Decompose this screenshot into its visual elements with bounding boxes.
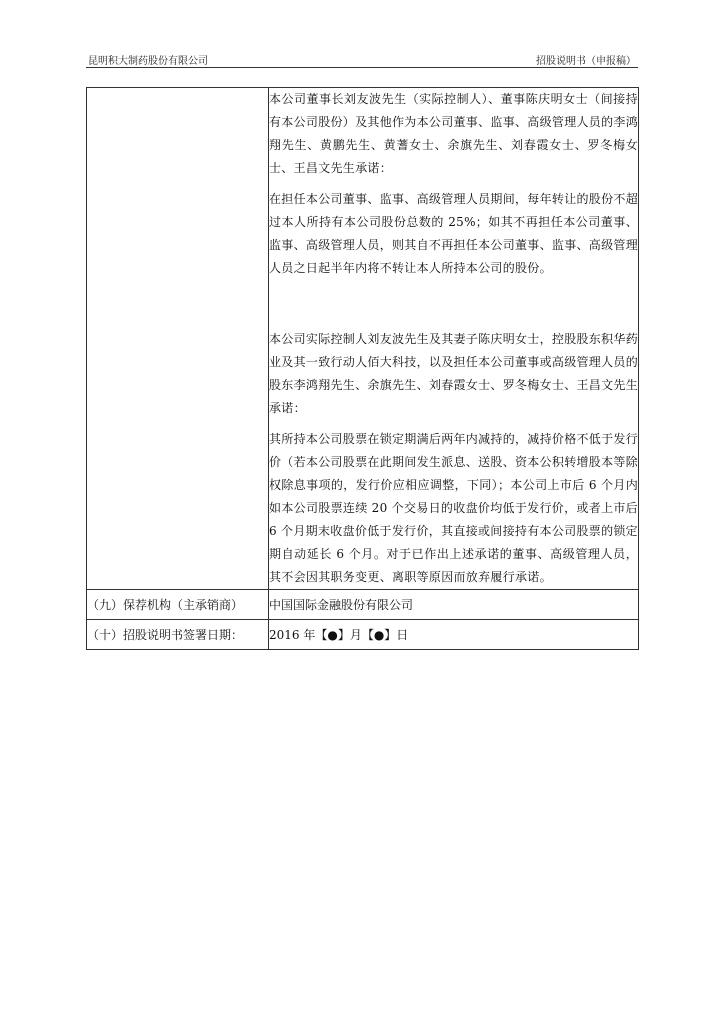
commitment-paragraph-2: 在担任本公司董事、监事、高级管理人员期间，每年转让的股份不超过本人所持有本公司股份总数的 25%；如其不再担任本公司董事、监事、高级管理人员，则其自不再担任本公司董事、监事、高级管理人员之日起半年内将不转让本人所持本公司的股份。 [269,192,639,275]
signing-date-row [87,620,639,650]
sponsor-row [87,590,639,620]
commitment-paragraph-1: 本公司董事长刘友波先生（实际控制人）、董事陈庆明女士（间接持有本公司股份）及其他作为本公司董事、监事、高级管理人员的李鸿翔先生、黄鹏先生、黄蓍女士、余旗先生、刘春霞女士、罗冬梅女士、王昌文先生承诺： [269,92,639,175]
signing-date-value: 2016 年【●】月【●】日 [269,620,639,650]
lockup-content-cell [269,88,639,590]
sponsor-value: 中国国际金融股份有限公司 [269,590,639,620]
prospectus-table [86,87,639,650]
page-header [86,50,638,66]
header-divider [86,67,638,68]
commitment-paragraph-3: 本公司实际控制人刘友波先生及其妻子陈庆明女士，控股股东积华药业及其一致行动人佰大科技，以及担任本公司董事或高级管理人员的股东李鸿翔先生、余旗先生、刘春霞女士、罗冬梅女士、王昌文先生承诺： [269,332,639,415]
company-name: 昆明积大制药股份有限公司 [88,56,208,67]
lockup-label-cell [87,88,269,590]
commitment-paragraph-4: 其所持本公司股票在锁定期满后两年内减持的，减持价格不低于发行价（若本公司股票在此期间发生派息、送股、资本公积转增股本等除权除息事项的，发行价应相应调整，下同）；本公司上市后 6 个月内如本公司股票连续 20 个交易日的收盘价均低于发行价，或者上市后 6 个月期末收盘价低于发行价，其直接或间接持有本公司股票的锁定期自动延长 6 个月。对于已作出上述承诺的董事、高级管理人员，其不会因其职务变更、离职等原因而放弃履行承诺。 [269,432,639,584]
signing-date-label: （十）招股说明书签署日期： [87,620,269,650]
sponsor-label: （九）保荐机构（主承销商） [87,590,269,620]
lockup-commitment-row [87,88,639,590]
document-title: 招股说明书（申报稿） [536,56,636,67]
